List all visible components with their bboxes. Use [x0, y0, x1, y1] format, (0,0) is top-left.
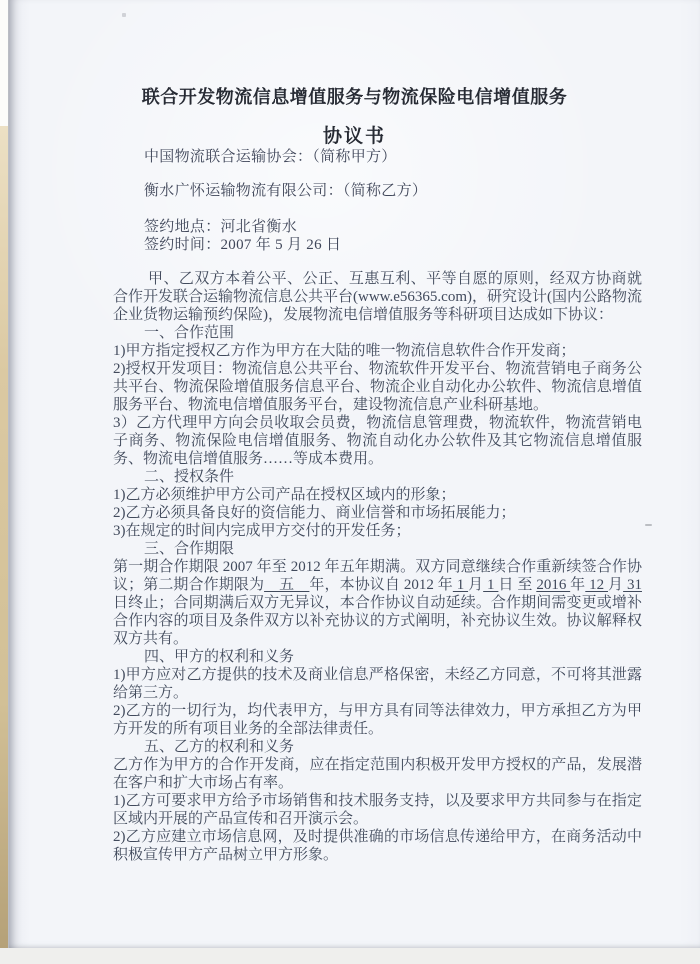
underlined-value: 2016: [536, 577, 571, 593]
body-paragraph: 1)甲方应对乙方提供的技术及商业信息严格保密，未经乙方同意，不可将其泄露给第三方。: [113, 667, 642, 701]
document-title: 联合开发物流信息增值服务与物流保险电信增值服务: [141, 87, 568, 107]
body-paragraph: 2)乙方的一切行为，均代表甲方，与甲方具有同等法律效力，甲方承担乙方为甲方开发的所有项目业务的全部法律责任。: [113, 703, 642, 737]
body-paragraph: 1)乙方可要求甲方给予市场销售和技术服务支持，以及要求甲方共同参与在指定区域内开展的产品宣传和召开演示会。: [113, 793, 642, 827]
section-heading: 二、授权条件: [144, 469, 235, 485]
body-paragraph: 2)乙方必须具备良好的资信能力、商业信誉和市场拓展能力；: [113, 505, 516, 521]
body-paragraph: 乙方作为甲方的合作开发商，应在指定范围内积极开发甲方授权的产品，发展潜在客户和扩大市场占有率。: [113, 757, 642, 791]
body-paragraph: 3)在规定的时间内完成甲方交付的开发任务；: [113, 523, 411, 539]
sign-place-line: 签约地点：河北省衡水: [144, 219, 298, 235]
text-segment: 月: [468, 577, 484, 593]
section-heading: 五、乙方的权利和义务: [144, 739, 295, 755]
underlined-value: 31: [623, 577, 642, 593]
body-paragraph: 2)乙方应建立市场信息网，及时提供准确的市场信息传递给甲方，在商务活动中积极宣传甲方产品树立甲方形象。: [113, 829, 642, 863]
text-segment: 日 至: [498, 577, 537, 593]
text-segment: 月: [608, 577, 624, 593]
paper-page: [8, 0, 700, 948]
body-paragraph: 1)甲方指定授权乙方作为甲方在大陆的唯一物流信息软件合作开发商；: [113, 343, 576, 359]
body-paragraph: 甲、乙双方本着公平、公正、互惠互利、平等自愿的原则，经双方协商就合作开发联合运输物流信息公共平台(www.e56365.com)，研究设计(国内公路物流企业货物运输预约保险)，发展物流电信增值服务等科研项目达成如下协议：: [113, 271, 642, 323]
section-heading: 三、合作期限: [144, 541, 235, 557]
body-paragraph: 2)授权开发项目：物流信息公共平台、物流软件开发平台、物流营销电子商务公共平台、物流保险增值服务信息平台、物流企业自动化办公软件、物流信息增值服务平台、物流电信增值服务平台，建设物流信息产业科研基地。: [113, 361, 642, 413]
party-a-line: 中国物流联合运输协会：（简称甲方）: [144, 149, 397, 165]
section-heading: 一、合作范围: [144, 325, 235, 341]
text-segment: 年: [570, 577, 586, 593]
text-segment: 日终止；合同期满后双方无异议，本合作协议自动延续。合作期间需变更或增补合作内容的项目及条件双方以补充协议的方式阐明，补充协议生效。协议解释权双方共有。: [113, 595, 642, 647]
document-subtitle: 协议书: [322, 126, 386, 147]
text-segment: 年，本协议自 2012 年: [309, 577, 453, 593]
scan-speck: [645, 524, 652, 526]
body-paragraph: 3）乙方代理甲方向会员收取会员费，物流信息管理费，物流软件，物流营销电子商务、物流保险电信增值服务、物流自动化办公软件及其它物流信息增值服务、物流电信增值服务……等成本费用。: [113, 415, 642, 467]
underlined-value: 12: [585, 577, 608, 593]
party-b-line: 衡水广怀运输物流有限公司：（简称乙方）: [144, 183, 428, 199]
scan-speck: [122, 13, 126, 17]
underlined-value: 1: [452, 577, 469, 593]
section-heading: 四、甲方的权利和义务: [144, 649, 295, 665]
underlined-value: 五: [264, 577, 310, 593]
sign-date-line: 签约时间：2007 年 5 月 26 日: [144, 237, 342, 253]
underlined-value: 1: [483, 577, 499, 593]
body-paragraph: 1)乙方必须维护甲方公司产品在授权区域内的形象；: [113, 487, 456, 503]
agreement-body: [113, 270, 642, 864]
text-segment: 第一期合作期限 2007 年至 2012 年五年期满。双方同意继续合作重新续签合作协议；第二期合作期限为: [113, 559, 642, 593]
body-paragraph: [113, 558, 642, 648]
